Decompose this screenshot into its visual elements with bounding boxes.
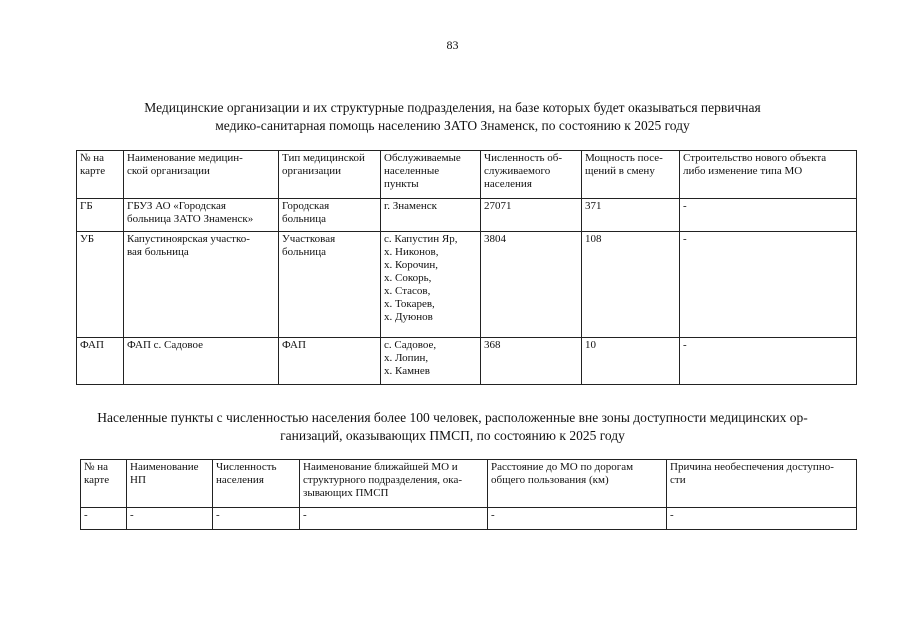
row-code: ФАП	[77, 338, 124, 385]
table-row	[77, 232, 857, 338]
table1-header-capacity: Мощность посе- щений в смену	[582, 151, 680, 199]
table2-header-nearest-mo: Наименование ближайшей МО и структурного подразделения, ока- зывающих ПМСП	[300, 460, 488, 508]
section2-title-line1: Населенные пункты с численностью населения более 100 человек, расположенные вне зоны доступности медицинских ор-	[97, 410, 808, 425]
table1-header-population: Численность об- служиваемого населения	[481, 151, 582, 199]
row-cell: -	[81, 508, 127, 530]
section2-title	[60, 409, 845, 445]
table1-header-org-name: Наименование медицин- ской организации	[124, 151, 279, 199]
section1-title-line2: медико-санитарная помощь населению ЗАТО Знаменск, по состоянию к 2025 году	[215, 118, 690, 133]
row-settlements: с. Садовое, х. Лопин, х. Камнев	[381, 338, 481, 385]
row-settlements: с. Капустин Яр, х. Никонов, х. Корочин, х. Сокорь, х. Стасов, х. Токарев, х. Дуюнов	[381, 232, 481, 338]
table-row	[77, 338, 857, 385]
row-construction: -	[680, 232, 857, 338]
row-construction: -	[680, 199, 857, 232]
table2-header-map-number: № на карте	[81, 460, 127, 508]
table2-header-row	[81, 460, 857, 508]
row-org-type: Городская больница	[279, 199, 381, 232]
section2-title-line2: ганизаций, оказывающих ПМСП, по состоянию к 2025 году	[280, 428, 625, 443]
row-capacity: 371	[582, 199, 680, 232]
row-org-type: ФАП	[279, 338, 381, 385]
row-settlements: г. Знаменск	[381, 199, 481, 232]
row-cell: -	[300, 508, 488, 530]
section1-title	[60, 99, 845, 135]
row-code: УБ	[77, 232, 124, 338]
row-capacity: 108	[582, 232, 680, 338]
row-cell: -	[127, 508, 213, 530]
row-org-type: Участковая больница	[279, 232, 381, 338]
row-population: 3804	[481, 232, 582, 338]
table1-header-map-number: № на карте	[77, 151, 124, 199]
table1-header-construction: Строительство нового объекта либо изменение типа МО	[680, 151, 857, 199]
row-cell: -	[667, 508, 857, 530]
table-row	[81, 508, 857, 530]
row-cell: -	[213, 508, 300, 530]
section1-title-line1: Медицинские организации и их структурные подразделения, на базе которых будет оказываться первичная	[144, 100, 761, 115]
row-org-name: ГБУЗ АО «Городская больница ЗАТО Знаменск»	[124, 199, 279, 232]
settlements-outside-access-table	[80, 459, 857, 530]
table2-header-population: Численность населения	[213, 460, 300, 508]
table1-header-settlements: Обслуживаемые населенные пункты	[381, 151, 481, 199]
row-code: ГБ	[77, 199, 124, 232]
medical-organizations-table	[76, 150, 857, 385]
row-population: 368	[481, 338, 582, 385]
row-cell: -	[488, 508, 667, 530]
page-number: 83	[446, 38, 459, 52]
table2-header-settlement-name: Наименование НП	[127, 460, 213, 508]
row-construction: -	[680, 338, 857, 385]
table1-header-row	[77, 151, 857, 199]
table2-header-distance: Расстояние до МО по дорогам общего пользования (км)	[488, 460, 667, 508]
row-org-name: ФАП с. Садовое	[124, 338, 279, 385]
row-population: 27071	[481, 199, 582, 232]
table2-header-reason: Причина необеспечения доступно- сти	[667, 460, 857, 508]
row-capacity: 10	[582, 338, 680, 385]
table1-header-org-type: Тип медицинской организации	[279, 151, 381, 199]
row-org-name: Капустиноярская участко- вая больница	[124, 232, 279, 338]
table-row	[77, 199, 857, 232]
